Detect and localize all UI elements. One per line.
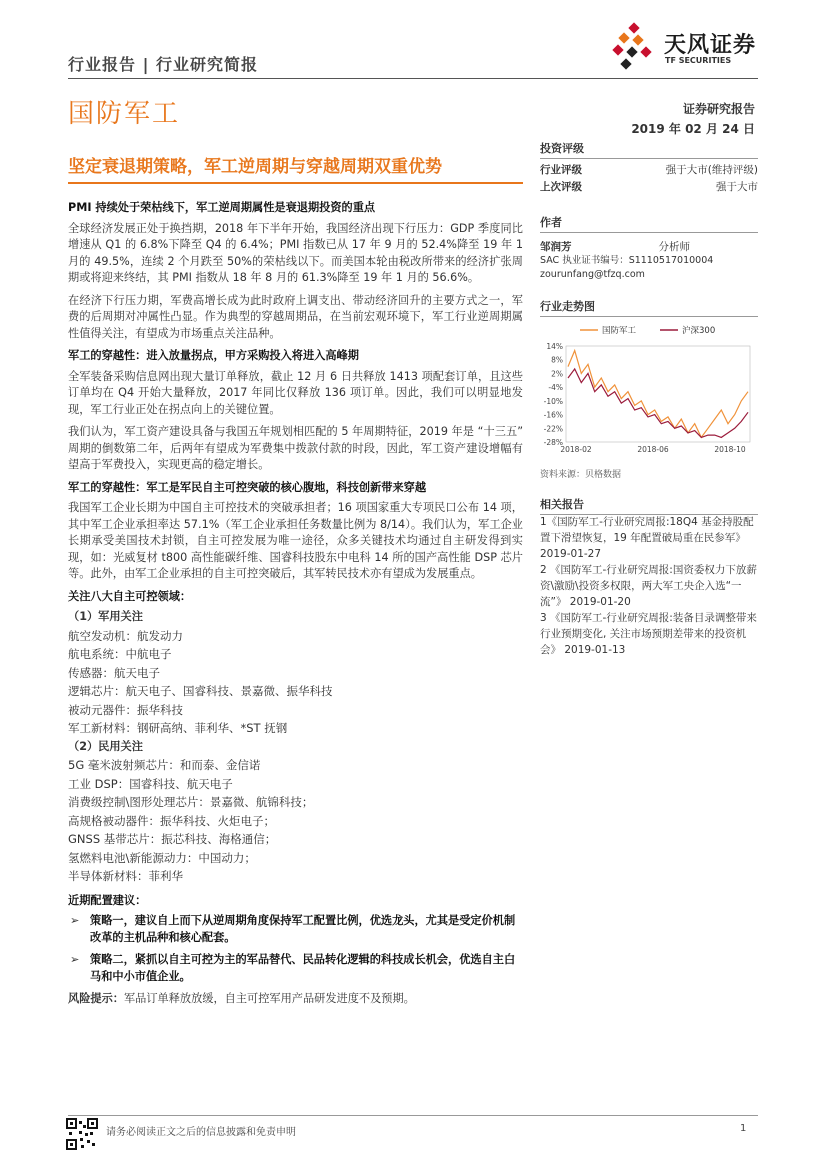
focus-item: GNSS 基带芯片：振芯科技、海格通信； xyxy=(68,832,277,846)
rating-value: 强于大市(维持评级) xyxy=(665,164,758,176)
report-category: 行业报告 | 行业研究简报 xyxy=(68,55,258,74)
y-tick-label: -10% xyxy=(543,396,563,406)
rating-value: 强于大市 xyxy=(716,181,758,193)
x-tick-label: 2018-06 xyxy=(637,445,669,454)
civil-title: （2）民用关注 xyxy=(68,739,143,753)
focus-item: 氢燃料电池\新能源动力：中国动力； xyxy=(68,850,256,865)
header-divider xyxy=(68,78,758,79)
rating-key: 上次评级 xyxy=(540,181,582,193)
body-paragraph: 我们认为，军工资产建设具备与我国五年规划相匹配的 5 年周期特征，2019 年是 “十三五” 周期的倒数第二年，后两年有望成为军费集中拨款付款的时段，因此，军工资产建设增幅有望高于军费投入，实现更高的稳定增长。 xyxy=(68,425,523,471)
headline-divider xyxy=(68,182,523,184)
risk-label: 风险提示： xyxy=(68,992,124,1005)
rating-key: 行业评级 xyxy=(540,164,582,176)
focus-item: 航电系统：中航电子 xyxy=(68,647,172,661)
body-paragraph: 全军装备采购信息网出现大量订单释放，截止 12 月 6 日共释放 1413 项配套订单，且这些订单均在 Q4 开始大量释放，2017 年同比仅释放 136 项订单。因此，我们可以明显地发现，军工行业正处在拐点向上的关键位置。 xyxy=(68,369,523,416)
author-title: 作者 xyxy=(540,214,758,233)
author-email[interactable]: zourunfang@tfzq.com xyxy=(540,269,645,280)
y-tick-label: -16% xyxy=(543,410,563,420)
qr-code-icon xyxy=(66,1118,98,1150)
footer-divider xyxy=(68,1115,758,1116)
related-report-item[interactable]: 1《国防军工-行业研究周报:18Q4 基金持股配置下滑望恢复，19 年配置破局重在民参军》 2019-01-27 xyxy=(540,516,754,560)
trend-panel xyxy=(540,298,758,317)
related-report-item[interactable]: 2 《国防军工-行业研究周报:国资委权力下放薪资\激励\投资多权限，两大军工央企入选“一流”》 2019-01-20 xyxy=(540,564,757,608)
page-number: 1 xyxy=(740,1123,747,1134)
section-heading: 军工的穿越性：进入放量拐点，甲方采购投入将进入高峰期 xyxy=(68,349,359,362)
focus-item: 传感器：航天电子 xyxy=(68,665,160,680)
x-tick-label: 2018-02 xyxy=(560,445,592,454)
logo-mark-icon xyxy=(612,22,660,72)
section-heading: 军工的穿越性：军工是军民自主可控突破的核心腹地，科技创新带来穿越 xyxy=(68,480,427,494)
logo-text-cn: 天风证券 xyxy=(664,33,757,58)
rating-row xyxy=(540,162,758,179)
body-paragraph: 我国军工企业长期为中国自主可控技术的突破承担者；16 项国家重大专项民口公布 14 项，其中军工企业承担率达 57.1%（军工企业承担任务数量比例为 8/14）。我们认为，军工企业长期承受美国技术封锁，自主可控发展为唯一途径，众多关键技术均通过自主研发得到实现，如：光威复材 t800 高性能碳纤维、国睿科技股东中电科 14 所的国产高性能 DSP 芯片等。此外，由军工企业承担的自主可控突破后，其军转民技术亦有望成为发展重点。 xyxy=(68,501,523,580)
focus-item: 航空发动机：航发动力 xyxy=(68,628,183,643)
rating-title: 投资评级 xyxy=(540,140,758,159)
focus-item: 高规格被动器件：振华科技、火炬电子； xyxy=(68,813,275,828)
focus-item: 5G 毫米波射频芯片：和而泰、金信诺 xyxy=(68,758,261,772)
rating-panel xyxy=(540,140,758,196)
author-name: 邹润芳 xyxy=(540,241,572,253)
main-body xyxy=(68,200,523,1014)
x-tick-label: 2018-10 xyxy=(714,445,746,454)
focus-item: 工业 DSP：国睿科技、航天电子 xyxy=(68,776,233,791)
rating-row xyxy=(540,179,758,196)
author-row xyxy=(540,239,690,254)
y-tick-label: 14% xyxy=(546,342,563,351)
series-line-defense xyxy=(568,351,748,438)
related-title: 相关报告 xyxy=(540,496,758,515)
y-tick-label: -4% xyxy=(548,383,563,393)
industry-trend-chart xyxy=(540,318,758,460)
legend-label: 国防军工 xyxy=(602,326,637,336)
logo-text-en: TF SECURITIES xyxy=(665,56,732,65)
focus-item: 逻辑芯片：航天电子、国睿科技、景嘉微、振华科技 xyxy=(68,684,333,698)
footer-disclaimer: 请务必阅读正文之后的信息披露和免责申明 xyxy=(106,1127,296,1138)
strategy-item: ➢ 策略二，紧抓以自主可控为主的军品替代、民品转化逻辑的科技成长机会，优选自主白马和中小市值企业。 xyxy=(68,952,523,985)
plot-frame xyxy=(566,346,750,442)
section-heading: 近期配置建议： xyxy=(68,893,147,907)
section-heading: PMI 持续处于荣枯线下，军工逆周期属性是衰退期投资的重点 xyxy=(68,201,376,214)
company-logo xyxy=(612,22,762,72)
risk-text: 军品订单释放放缓，自主可控军用产品研发进度不及预期。 xyxy=(123,992,415,1005)
y-tick-label: -28% xyxy=(543,438,563,447)
series-line-csi300 xyxy=(568,369,748,438)
focus-item: 军工新材料：钢研高纳、菲利华、*ST 抚钢 xyxy=(68,721,288,735)
related-panel xyxy=(540,496,758,515)
strategy-item: ➢ 策略一，建议自上而下从逆周期角度保持军工配置比例，优选龙头，尤其是受定价机制改革的主机品种和核心配套。 xyxy=(68,913,523,946)
sector-title: 国防军工 xyxy=(68,99,181,129)
report-type: 证券研究报告 xyxy=(682,102,755,116)
author-license: SAC 执业证书编号：S1110517010004 xyxy=(540,255,714,266)
author-role: 分析师 xyxy=(658,241,690,253)
chart-source: 资料来源：贝格数据 xyxy=(540,470,622,480)
section-heading: 关注八大自主可控领域： xyxy=(68,589,192,603)
focus-item: 消费级控制\图形处理芯片：景嘉微、航锦科技； xyxy=(68,795,314,809)
focus-item: 半导体新材料：菲利华 xyxy=(68,869,183,883)
author-panel xyxy=(540,214,758,282)
body-paragraph: 在经济下行压力期，军费高增长成为此时政府上调支出、带动经济回升的主要方式之一，军费的后周期对冲属性凸显。作为典型的穿越周期品，在当前宏观环境下，军工行业逆周期属性值得关注，有望成为市场重点关注品种。 xyxy=(68,293,523,340)
focus-item: 被动元器件：振华科技 xyxy=(68,702,183,717)
body-paragraph: 全球经济发展正处于换挡期，2018 年下半年开始，我国经济出现下行压力：GDP 季度同比增速从 Q1 的 6.8%下降至 Q4 的 6.4%；PMI 指数已从 17 年 9 月的 52.4%降至 19 年 1 月的 49.5%，连续 2 个月跌至 50%的荣枯线以下。而美国本轮由税改所带来的经济扩张周期或将迎来终结，其 PMI 指数从 18 年 8 月的 61.3%降至 19 年 1 月的 56.6%。 xyxy=(68,221,523,284)
strategy-list xyxy=(68,913,523,985)
y-tick-label: -22% xyxy=(543,424,563,434)
related-reports-list xyxy=(540,514,758,658)
risk-line xyxy=(68,991,523,1008)
report-headline: 坚定衰退期策略，军工逆周期与穿越周期双重优势 xyxy=(68,157,442,177)
y-tick-label: 8% xyxy=(551,355,563,365)
trend-title: 行业走势图 xyxy=(540,298,758,317)
military-title: （1）军用关注 xyxy=(68,610,143,623)
related-report-item[interactable]: 3 《国防军工-行业研究周报:装备目录调整带来行业预期变化, 关注市场预期差带来的投资机会》 2019-01-13 xyxy=(540,612,757,656)
y-tick-label: 2% xyxy=(551,369,563,379)
report-date: 2019 年 02 月 24 日 xyxy=(631,122,755,136)
legend-label: 沪深300 xyxy=(682,326,716,336)
